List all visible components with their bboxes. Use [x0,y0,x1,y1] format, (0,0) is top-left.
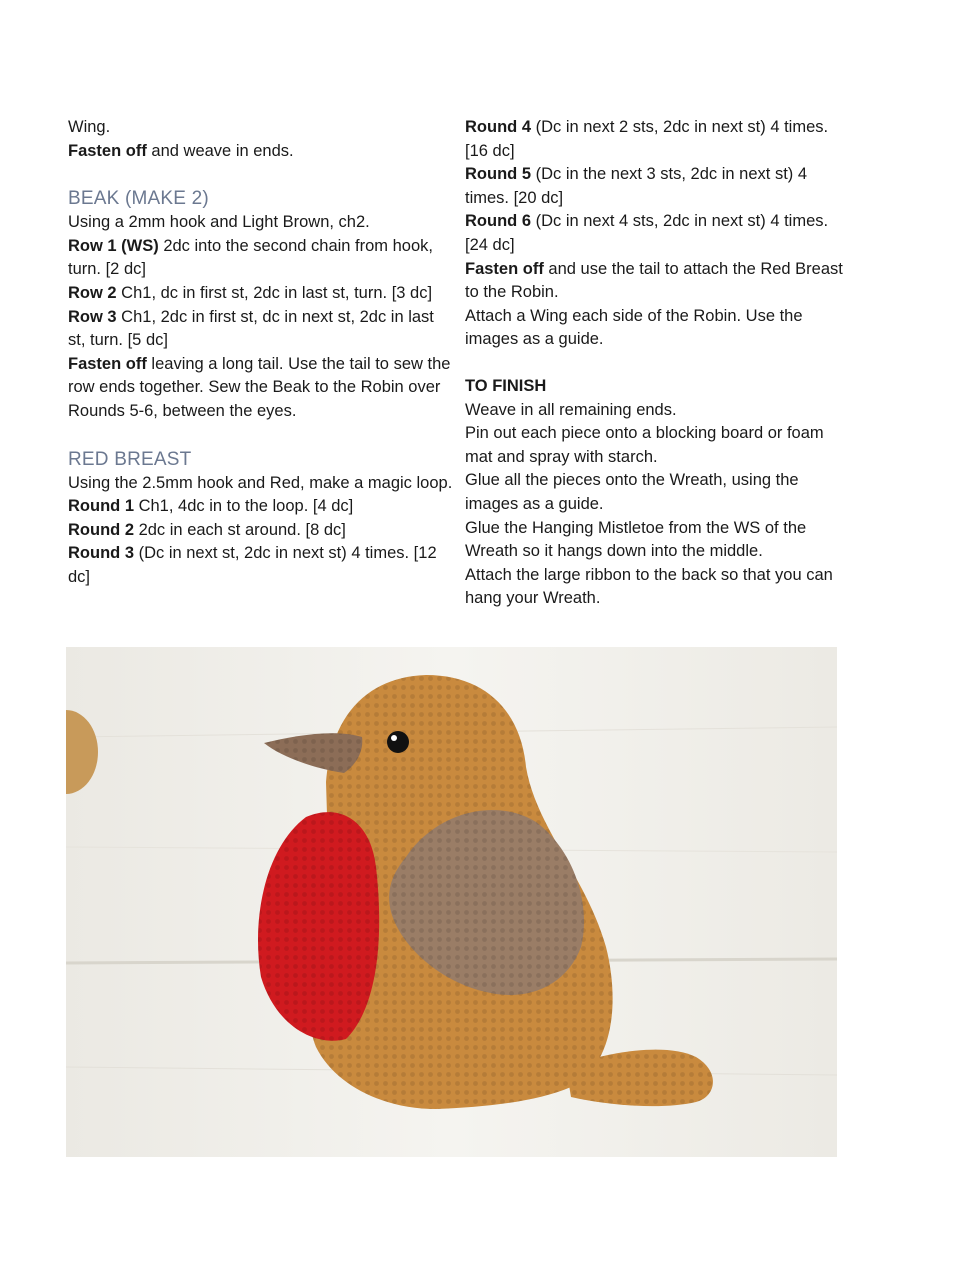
left-column [68,116,453,590]
round-line: Fasten off and use the tail to attach the Red Breast to the Robin. [465,259,843,302]
beak-line: Fasten off leaving a long tail. Use the tail to sew the row ends together. Sew the Beak to the Robin over Rounds 5-6, between the eyes. [68,354,451,420]
beak-line: Using a 2mm hook and Light Brown, ch2. [68,213,370,232]
round-line: Round 5 (Dc in the next 3 sts, 2dc in next st) 4 times. [20 dc] [465,165,808,207]
robin-photo [66,647,837,1157]
beak-line: Row 1 (WS) 2dc into the second chain from hook, turn. [2 dc] [68,236,433,279]
red-breast-line: Round 1 Ch1, 4dc in to the loop. [4 dc] [68,497,354,516]
robin-illustration [66,647,837,1157]
red-breast-line: Round 2 2dc in each st around. [8 dc] [68,520,346,539]
finish-line: Weave in all remaining ends. [465,400,677,419]
finish-line: Attach the large ribbon to the back so that you can hang your Wreath. [465,565,833,608]
finish-line: Glue all the pieces onto the Wreath, using the images as a guide. [465,471,799,513]
finish-line: Glue the Hanging Mistletoe from the WS of the Wreath so it hangs down into the middle. [465,518,807,561]
finish-heading: TO FINISH [465,376,547,395]
round-line: Attach a Wing each side of the Robin. Use the images as a guide. [465,306,803,349]
right-column [465,116,855,611]
intro-line-1: Wing. [68,118,111,136]
round-line: Round 6 (Dc in next 4 sts, 2dc in next st) 4 times. [24 dc] [465,212,829,254]
robin-eye [387,731,409,753]
intro-line-2: Fasten off and weave in ends. [68,141,294,160]
finish-line: Pin out each piece onto a blocking board or foam mat and spray with starch. [465,424,824,466]
beak-heading: BEAK (MAKE 2) [68,188,209,210]
beak-line: Row 3 Ch1, 2dc in first st, dc in next st, 2dc in last st, turn. [5 dc] [68,307,434,350]
red-breast-heading: RED BREAST [68,448,192,470]
red-breast-line: Using the 2.5mm hook and Red, make a magic loop. [68,473,453,492]
red-breast-line: Round 3 (Dc in next st, 2dc in next st) 4 times. [12 dc] [68,544,437,586]
beak-line: Row 2 Ch1, dc in first st, 2dc in last st, turn. [3 dc] [68,283,433,302]
round-line: Round 4 (Dc in next 2 sts, 2dc in next st) 4 times. [16 dc] [465,118,829,160]
